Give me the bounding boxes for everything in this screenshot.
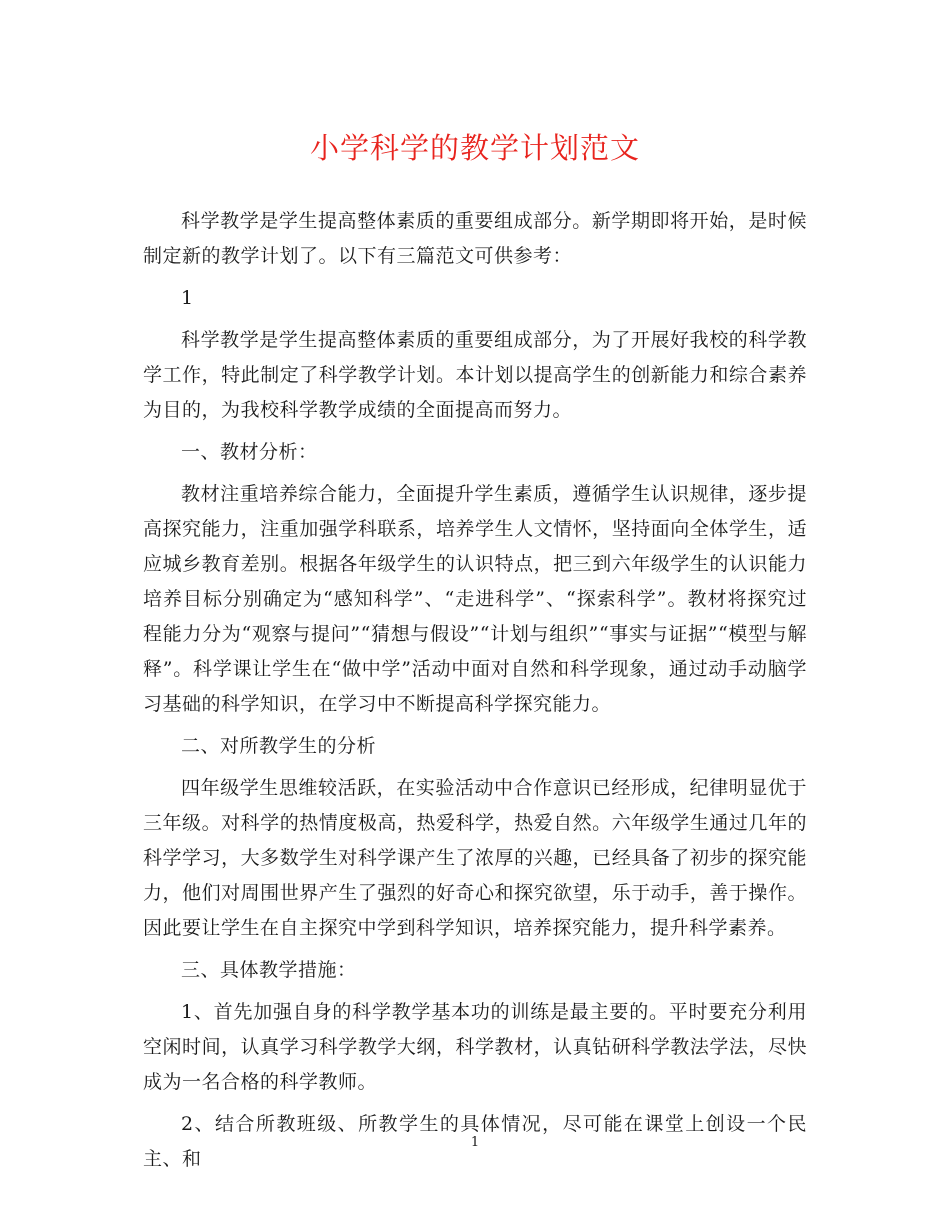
textbook-analysis-paragraph: 教材注重培养综合能力，全面提升学生素质，遵循学生认识规律，逐步提高探究能力，注重加强学科联系，培养学生人文情怀，坚持面向全体学生，适应城乡教育差别。根据各年级学生的认识特点，把三到六年级学生的认识能力培养目标分别确定为“感知科学”、“走进科学”、“探索科学”。教材将探究过程能力分为“观察与提问”“猜想与假设”“计划与组织”“事实与证据”“模型与解释”。科学课让学生在“做中学”活动中面对自然和科学现象，通过动手动脑学习基础的科学知识，在学习中不断提高科学探究能力。 — [143, 483, 807, 715]
heading-teaching-measures: 三、具体教学措施： — [181, 959, 357, 981]
document-body — [143, 204, 807, 1184]
plan-purpose-paragraph: 科学教学是学生提高整体素质的重要组成部分，为了开展好我校的科学教学工作，特此制定了科学教学计划。本计划以提高学生的创新能力和综合素养为目的，为我校科学教学成绩的全面提高而努力。 — [143, 329, 807, 421]
measure-item-2: 2、结合所教班级、所教学生的具体情况，尽可能在课堂上创设一个民主、和 — [143, 1113, 807, 1170]
document-title: 小学科学的教学计划范文 — [309, 131, 640, 165]
intro-paragraph: 科学教学是学生提高整体素质的重要组成部分。新学期即将开始，是时候制定新的教学计划了。以下有三篇范文可供参考： — [143, 210, 807, 267]
section-number: 1 — [181, 287, 194, 309]
heading-student-analysis: 二、对所教学生的分析 — [181, 735, 377, 757]
measure-item-1: 1、首先加强自身的科学教学基本功的训练是最主要的。平时要充分利用空闲时间，认真学习科学教学大纲，科学教材，认真钻研科学教法学法，尽快成为一名合格的科学教师。 — [143, 1001, 807, 1093]
student-analysis-paragraph: 四年级学生思维较活跃，在实验活动中合作意识已经形成，纪律明显优于三年级。对科学的热情度极高，热爱科学，热爱自然。六年级学生通过几年的科学学习，大多数学生对科学课产生了浓厚的兴趣，已经具备了初步的探究能力，他们对周围世界产生了强烈的好奇心和探究欲望，乐于动手，善于操作。因此要让学生在自主探究中学到科学知识，培养探究能力，提升科学素养。 — [143, 777, 807, 939]
page-number: 1 — [470, 1135, 480, 1150]
heading-textbook-analysis: 一、教材分析： — [181, 441, 318, 463]
